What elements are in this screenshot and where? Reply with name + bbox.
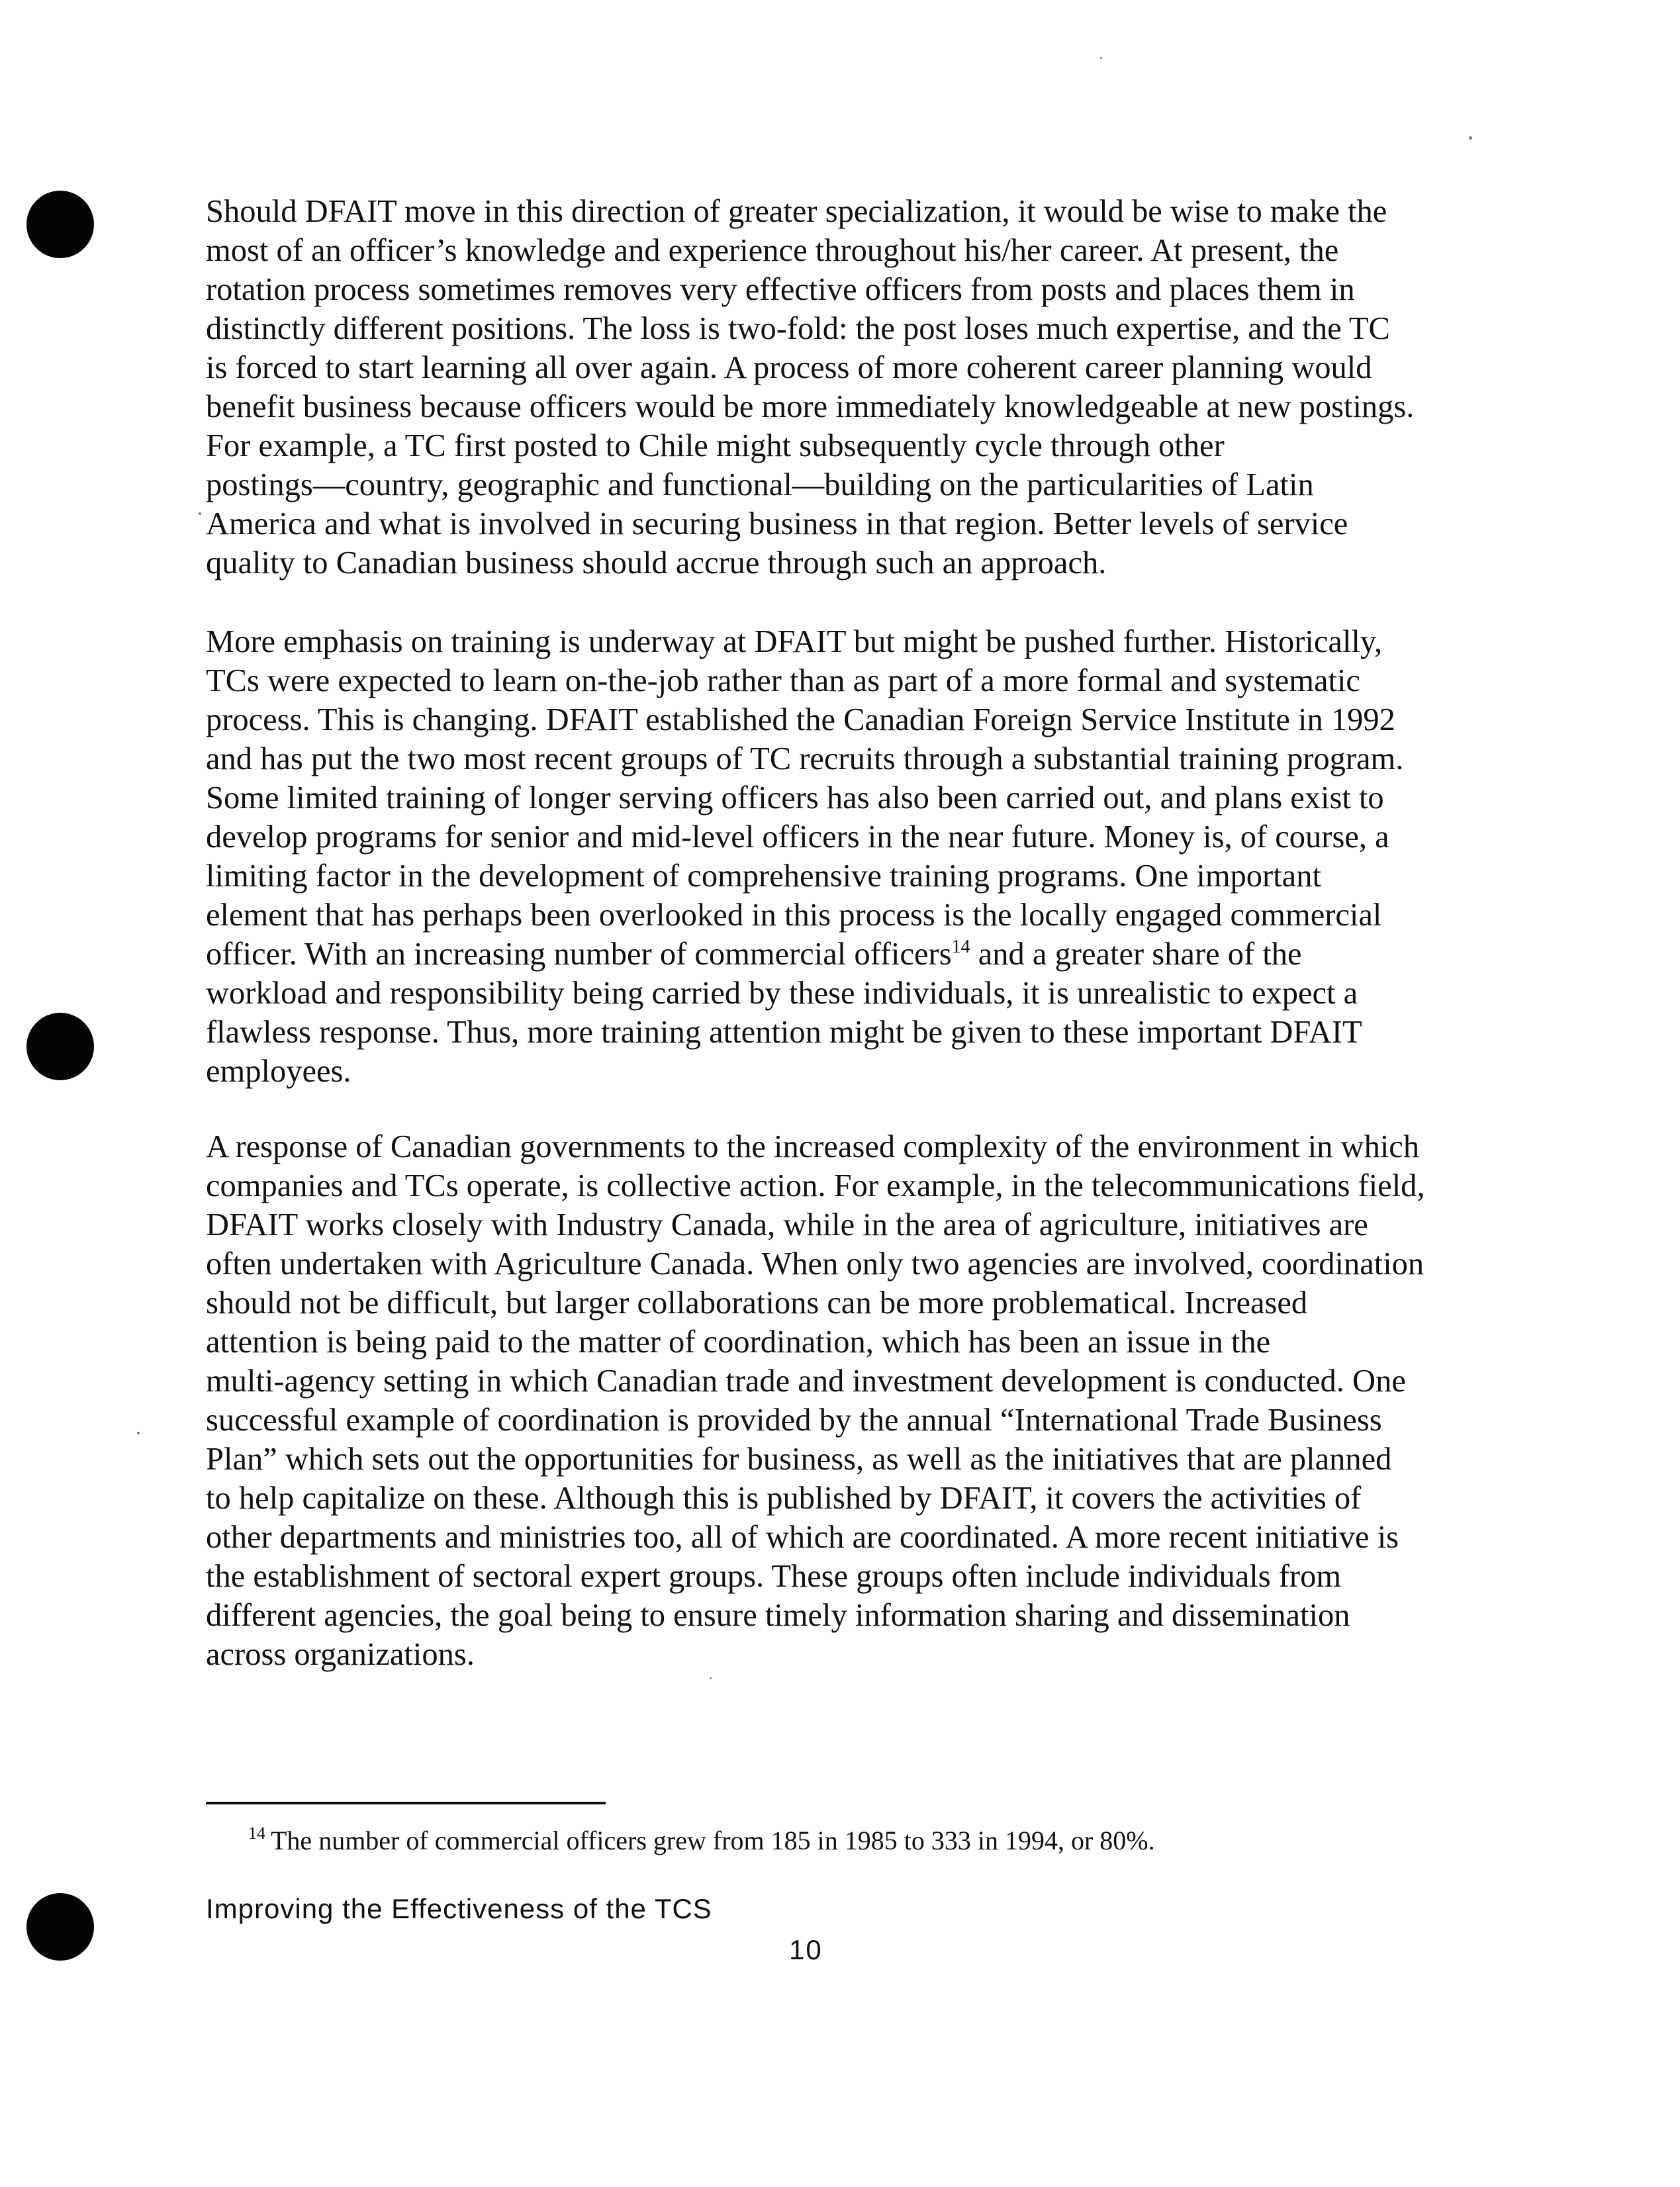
text-fragment: officer. With an increasing number of commercial officers <box>206 937 952 972</box>
text-line: attention is being paid to the matter of coordination, which has been an issue in the <box>206 1325 1271 1360</box>
footnote-marker: 14 <box>248 1824 265 1843</box>
footnote-text: The number of commercial officers grew from 185 in 1985 to 333 in 1994, or 80%. <box>271 1826 1155 1855</box>
text-line: For example, a TC first posted to Chile might subsequently cycle through other <box>206 428 1225 463</box>
running-footer-title: Improving the Effectiveness of the TCS <box>206 1893 712 1924</box>
text-line: should not be difficult, but larger collaborations can be more problematical. Increased <box>206 1285 1308 1321</box>
text-line: multi-agency setting in which Canadian trade and investment development is conducted. One <box>206 1364 1406 1399</box>
text-line: different agencies, the goal being to ensure timely information sharing and dissemination <box>206 1598 1350 1633</box>
text-line: successful example of coordination is provided by the annual “International Trade Business <box>206 1403 1382 1438</box>
punch-hole <box>26 1013 94 1080</box>
footnote <box>248 1824 1155 1857</box>
text-line: distinctly different positions. The loss is two-fold: the post loses much expertise, and the TC <box>206 311 1390 346</box>
text-line: the establishment of sectoral expert groups. These groups often include individuals from <box>206 1559 1342 1594</box>
text-line: across organizations. <box>206 1637 475 1672</box>
body-paragraph <box>206 192 1543 582</box>
text-line: workload and responsibility being carried by these individuals, it is unrealistic to expect a <box>206 976 1358 1011</box>
text-line: companies and TCs operate, is collective action. For example, in the telecommunications field, <box>206 1168 1425 1203</box>
text-line: to help capitalize on these. Although this is published by DFAIT, it covers the activities of <box>206 1481 1362 1516</box>
text-line: Should DFAIT move in this direction of greater specialization, it would be wise to make the <box>206 194 1387 229</box>
text-line: Some limited training of longer serving officers has also been carried out, and plans exist to <box>206 780 1384 815</box>
text-line: and has put the two most recent groups of TC recruits through a substantial training program. <box>206 741 1404 776</box>
text-line: Plan” which sets out the opportunities for business, as well as the initiatives that are planned <box>206 1442 1392 1477</box>
text-line: limiting factor in the development of comprehensive training programs. One important <box>206 859 1321 894</box>
body-paragraph <box>206 622 1543 1091</box>
scan-speck <box>1100 57 1102 59</box>
text-line: often undertaken with Agriculture Canada. When only two agencies are involved, coordination <box>206 1246 1424 1281</box>
text-line-with-footnote <box>206 935 1543 974</box>
text-line: flawless response. Thus, more training attention might be given to these important DFAIT <box>206 1015 1362 1050</box>
text-fragment: and a greater share of the <box>970 937 1302 972</box>
scan-speck <box>1469 136 1472 140</box>
scan-speck <box>710 1677 712 1679</box>
text-line: process. This is changing. DFAIT established the Canadian Foreign Service Institute in 1992 <box>206 702 1395 737</box>
footnote-divider <box>206 1802 606 1804</box>
text-line: other departments and ministries too, all of which are coordinated. A more recent initiative is <box>206 1520 1399 1555</box>
text-line: quality to Canadian business should accrue through such an approach. <box>206 545 1107 581</box>
text-line: benefit business because officers would be more immediately knowledgeable at new postings. <box>206 389 1415 424</box>
text-line: element that has perhaps been overlooked in this process is the locally engaged commercial <box>206 898 1382 933</box>
text-line: TCs were expected to learn on-the-job rather than as part of a more formal and systematic <box>206 663 1360 698</box>
text-line: DFAIT works closely with Industry Canada, while in the area of agriculture, initiatives are <box>206 1207 1368 1242</box>
text-line: America and what is involved in securing business in that region. Better levels of service <box>206 506 1348 541</box>
page-number: 10 <box>789 1934 823 1965</box>
text-line: rotation process sometimes removes very effective officers from posts and places them in <box>206 272 1355 307</box>
text-line: develop programs for senior and mid-level officers in the near future. Money is, of course, a <box>206 819 1389 855</box>
body-paragraph <box>206 1127 1543 1674</box>
text-line: More emphasis on training is underway at DFAIT but might be pushed further. Historically, <box>206 624 1383 659</box>
scan-speck <box>199 512 201 515</box>
punch-hole <box>26 191 94 258</box>
punch-hole <box>26 1893 94 1961</box>
text-line: postings—country, geographic and functional—building on the particularities of Latin <box>206 467 1314 502</box>
text-line: is forced to start learning all over again. A process of more coherent career planning would <box>206 350 1372 385</box>
scan-speck <box>137 1432 140 1434</box>
footnote-reference[interactable]: 14 <box>951 937 970 957</box>
text-line: employees. <box>206 1054 351 1089</box>
text-line: A response of Canadian governments to the increased complexity of the environment in which <box>206 1129 1420 1164</box>
text-line: most of an officer’s knowledge and experience throughout his/her career. At present, the <box>206 233 1339 268</box>
